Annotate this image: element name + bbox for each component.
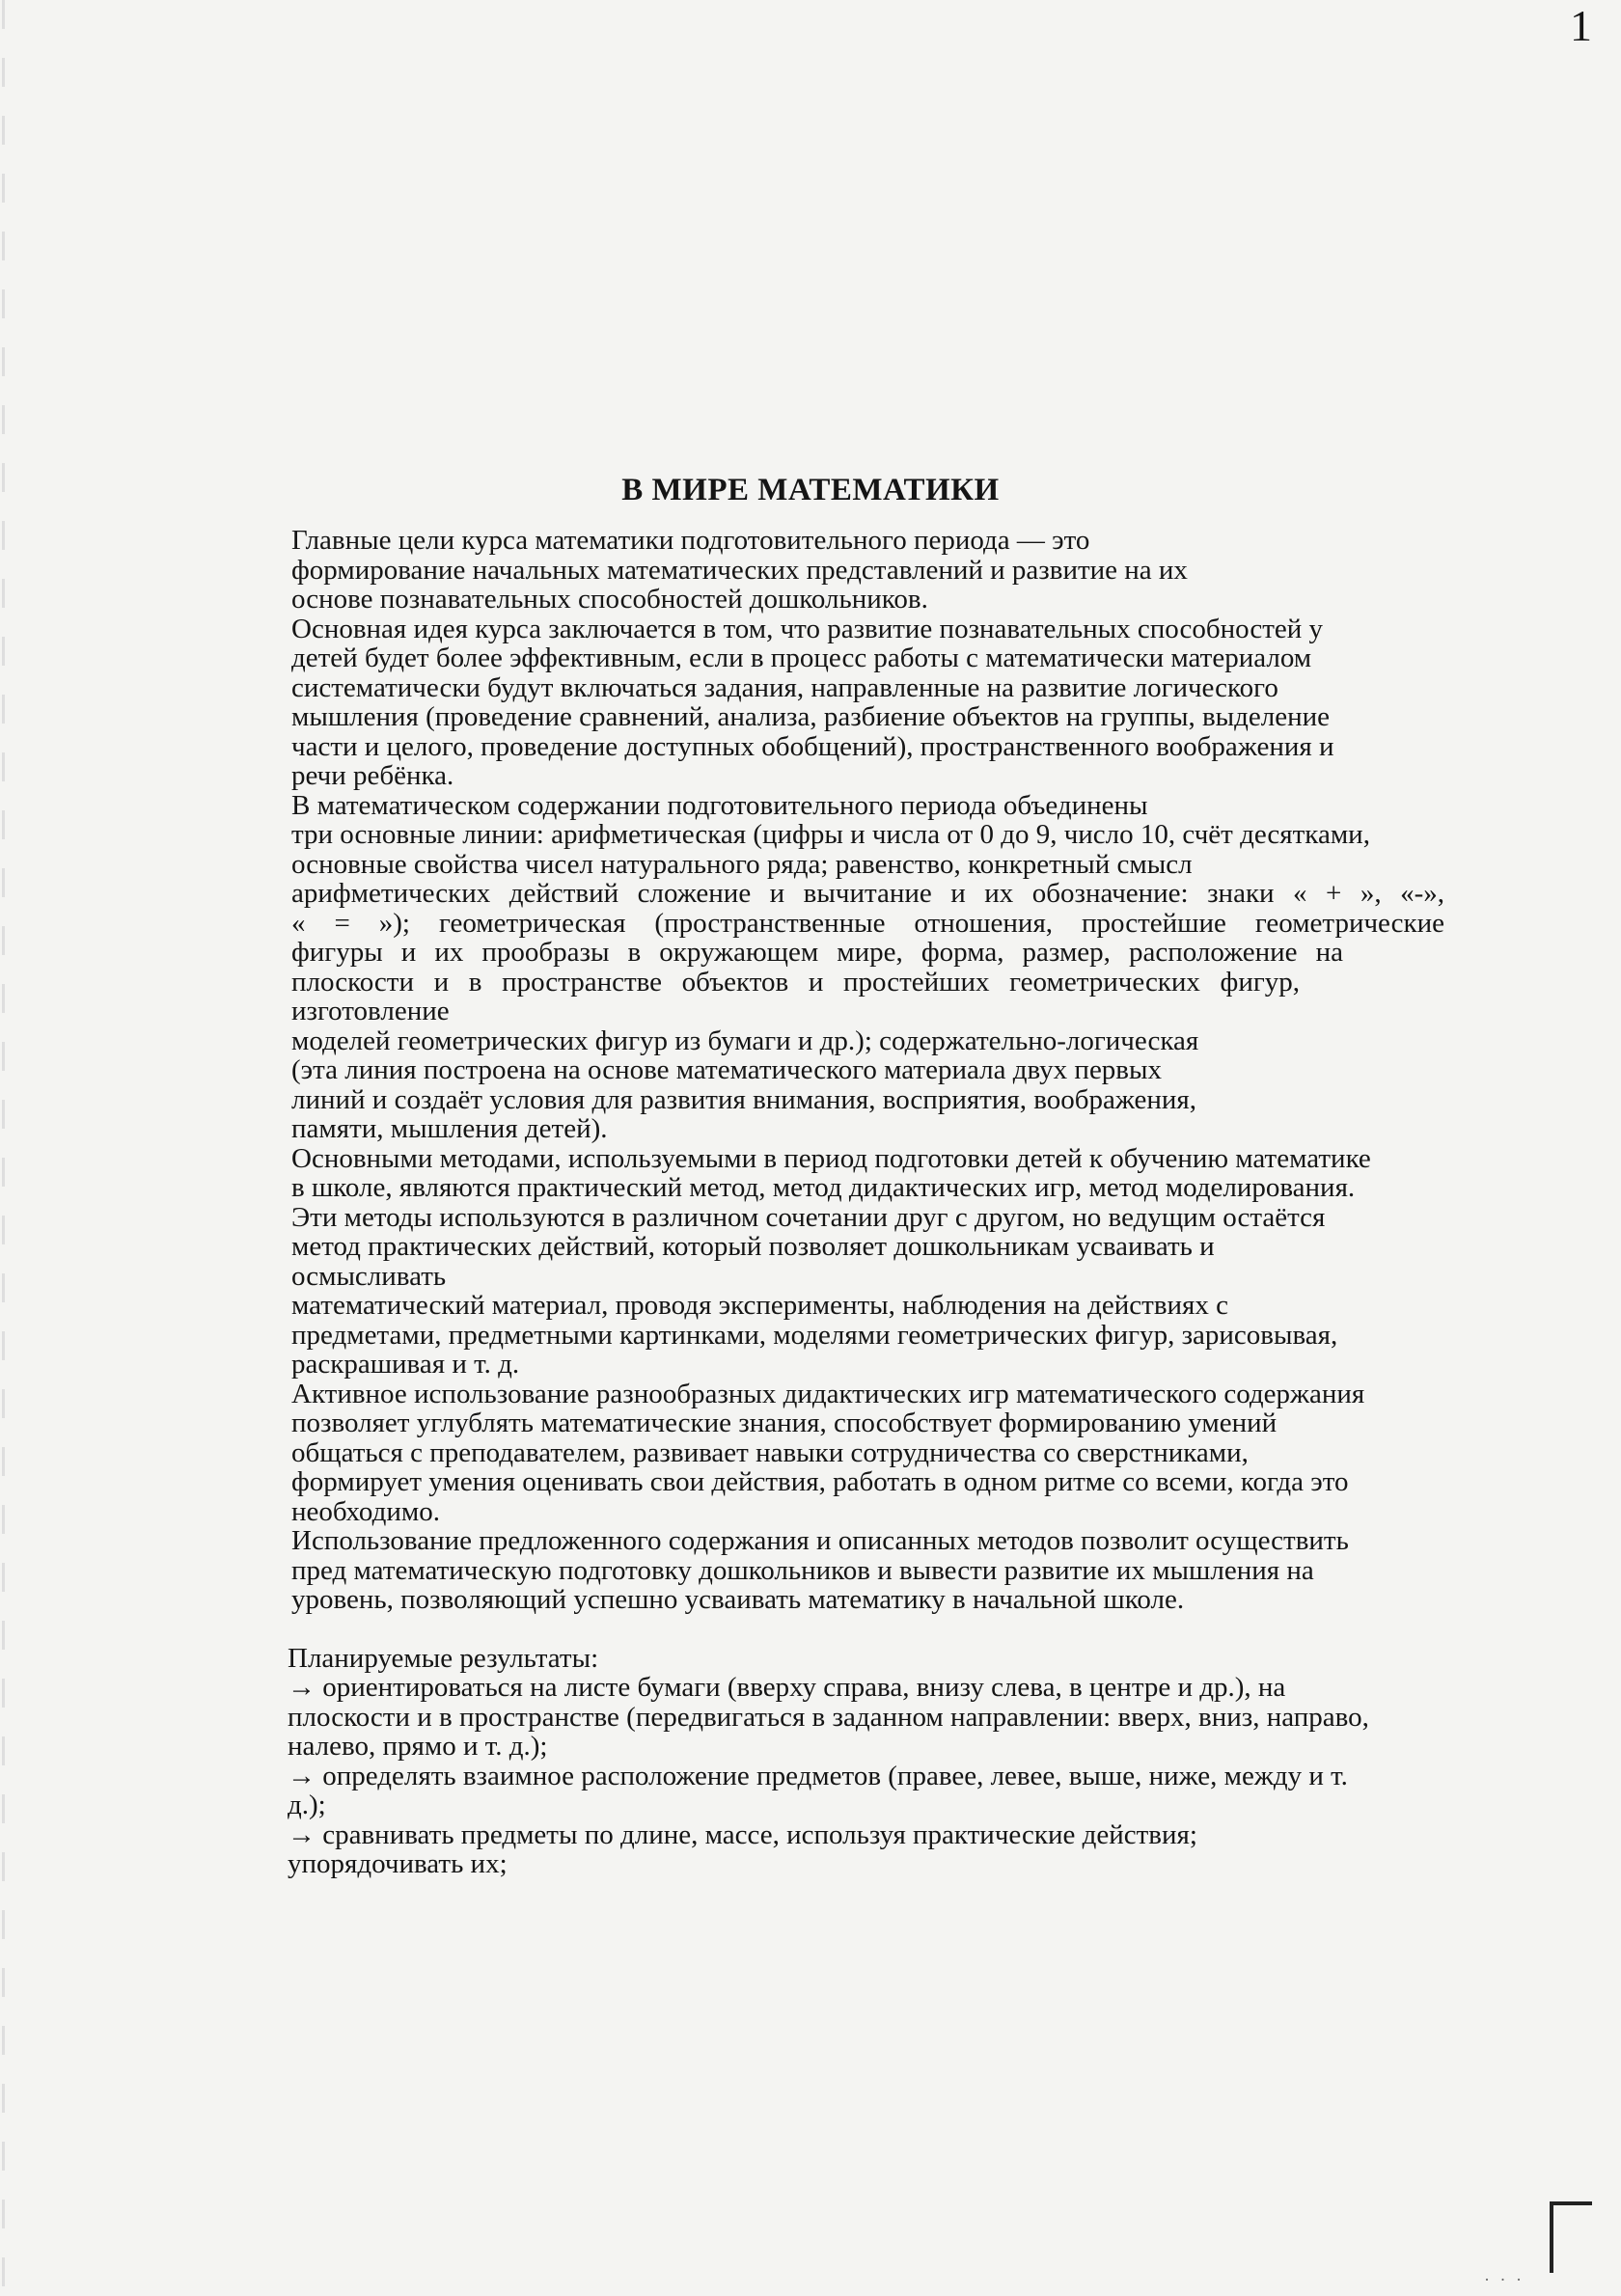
page-title: В МИРЕ МАТЕМАТИКИ — [621, 473, 1000, 507]
scan-left-edge — [2, 0, 5, 2296]
paragraph-didactic-games — [291, 1380, 1444, 1527]
text-line: Основными методами, используемыми в период подготовки детей к обучению математике — [291, 1142, 1371, 1174]
text-line: В математическом содержании подготовительного периода объединены — [291, 789, 1148, 821]
document-body — [288, 525, 1444, 1879]
text-line: раскрашивая и т. д. — [291, 1349, 520, 1380]
paragraph-content-lines — [291, 791, 1444, 1144]
text-line: систематически будут включаться задания, направленные на развитие логического — [291, 671, 1278, 703]
text-line: фигуры и их прообразы в окружающем мире, форма, размер, расположение на — [291, 937, 1343, 968]
text-line: Главные цели курса математики подготовительного периода — это — [291, 525, 1090, 556]
text-line: Эти методы используются в различном сочетании друг с другом, но ведущим остаётся — [291, 1201, 1326, 1233]
text-line: три основные линии: арифметическая (цифры и числа от 0 до 9, число 10, счёт десятками, — [291, 819, 1370, 850]
text-line: линий и создаёт условия для развития внимания, восприятия, воображения, — [291, 1083, 1196, 1115]
text-line: налево, прямо и т. д.); — [288, 1731, 548, 1762]
text-line: мышления (проведение сравнений, анализа, разбиение объектов на группы, выделение — [291, 701, 1331, 732]
text-line: в школе, являются практический метод, метод дидактических игр, метод моделирования. — [291, 1172, 1356, 1203]
text-line: Основная идея курса заключается в том, что развитие познавательных способностей у — [291, 613, 1324, 644]
text-line: формирование начальных математических представлений и развитие на их — [291, 554, 1188, 586]
text-line: метод практических действий, который позволяет дошкольникам усваивать и — [291, 1231, 1215, 1262]
text-line: речи ребёнка. — [291, 760, 454, 791]
text-line: позволяет углублять математические знания, способствует формированию умений — [291, 1408, 1278, 1438]
paragraph-main-idea — [291, 615, 1444, 791]
text-line: необходимо. — [291, 1495, 440, 1527]
text-line: Активное использование разнообразных дидактических игр математического содержания — [291, 1378, 1365, 1409]
scan-artifact-dots: · · · — [1484, 2270, 1525, 2289]
text-line: математический материал, проводя эксперименты, наблюдения на действиях с — [291, 1290, 1229, 1321]
text-line: детей будет более эффективным, если в процесс работы с математически материалом — [291, 642, 1312, 673]
text-line: плоскости и в пространстве объектов и простейших геометрических фигур, — [291, 966, 1300, 998]
text-line: общаться с преподавателем, развивает навыки сотрудничества со сверстниками, — [291, 1436, 1249, 1468]
section-gap — [291, 1615, 1444, 1644]
result-item: → сравнивать предметы по длине, массе, используя практические действия; — [288, 1818, 1197, 1850]
paragraph-conclusion — [291, 1526, 1444, 1615]
text-line: Использование предложенного содержания и описанных методов позволит осуществить — [291, 1525, 1349, 1556]
text-line: памяти, мышления детей). — [291, 1113, 608, 1144]
text-line: арифметических действий сложение и вычитание и их обозначение: знаки « + », «-», — [291, 878, 1444, 909]
text-line: « = »); геометрическая (пространственные отношения, простейшие геометрические — [291, 907, 1444, 939]
planned-results — [288, 1644, 1444, 1879]
text-line: плоскости и в пространстве (передвигаться в заданном направлении: вверх, вниз, направо, — [288, 1701, 1369, 1733]
text-line: д.); — [288, 1790, 326, 1820]
text-line: моделей геометрических фигур из бумаги и др.); содержательно-логическая — [291, 1025, 1199, 1056]
result-item: → определять взаимное расположение предметов (правее, левее, выше, ниже, между и т. — [288, 1760, 1348, 1791]
text-line: основные свойства чисел натурального ряда; равенство, конкретный смысл — [291, 848, 1193, 880]
paragraph-goals — [291, 526, 1444, 615]
text-line: уровень, позволяющий успешно усваивать математику в начальной школе. — [291, 1584, 1185, 1615]
text-line: (эта линия построена на основе математического материала двух первых — [291, 1054, 1162, 1085]
text-line: изготовление — [291, 996, 450, 1026]
result-item: → ориентироваться на листе бумаги (вверху справа, внизу слева, в центре и др.), на — [288, 1672, 1286, 1703]
text-line: основе познавательных способностей дошкольников. — [291, 584, 928, 615]
corner-crop-mark — [1550, 2201, 1592, 2273]
page-number: 1 — [1570, 1, 1592, 50]
text-line: упорядочивать их; — [288, 1848, 508, 1879]
text-line: предметами, предметными картинками, моделями геометрических фигур, зарисовывая, — [291, 1319, 1338, 1351]
results-heading: Планируемые результаты: — [288, 1642, 599, 1674]
text-line: пред математическую подготовку дошкольников и вывести развитие их мышления на — [291, 1554, 1314, 1586]
text-line: формирует умения оценивать свои действия, работать в одном ритме со всеми, когда это — [291, 1466, 1349, 1497]
text-line: осмысливать — [291, 1260, 447, 1292]
text-line: части и целого, проведение доступных обобщений), пространственного воображения и — [291, 730, 1334, 762]
paragraph-methods — [291, 1144, 1444, 1380]
